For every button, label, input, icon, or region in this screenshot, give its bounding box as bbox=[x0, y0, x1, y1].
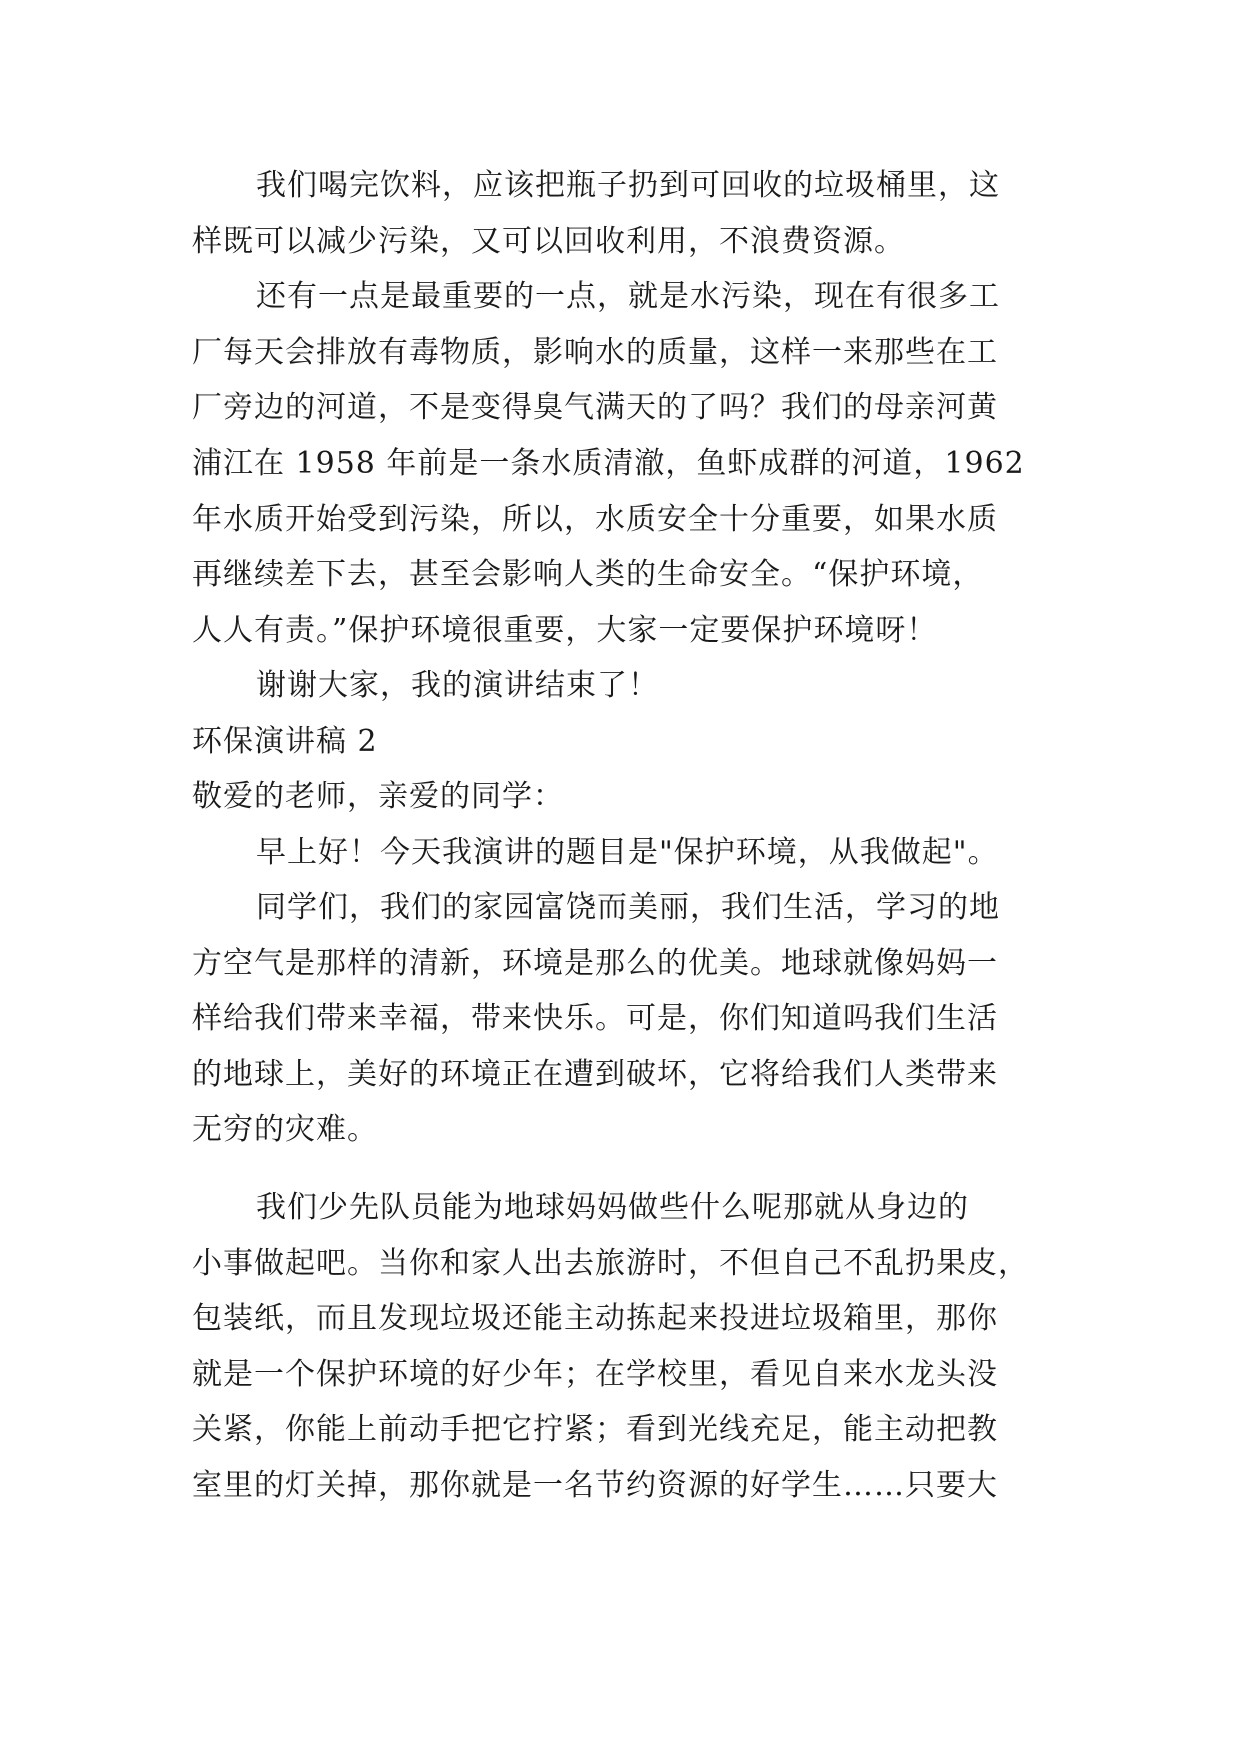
paragraph-3-line-2: 方空气是那样的清新，环境是那么的优美。地球就像妈妈一 bbox=[192, 946, 998, 981]
paragraph-2-line-5: 年水质开始受到污染，所以，水质安全十分重要，如果水质 bbox=[192, 502, 998, 537]
paragraph-4-line-5: 关紧，你能上前动手把它拧紧；看到光线充足，能主动把教 bbox=[192, 1412, 998, 1447]
paragraph-4-line-1: 我们少先队员能为地球妈妈做些什么呢那就从身边的 bbox=[256, 1190, 969, 1225]
paragraph-4-line-4: 就是一个保护环境的好少年；在学校里，看见自来水龙头没 bbox=[192, 1357, 998, 1392]
section-title: 环保演讲稿 2 bbox=[192, 724, 378, 759]
paragraph-4-line-6: 室里的灯关掉，那你就是一名节约资源的好学生……只要大 bbox=[192, 1468, 998, 1503]
paragraph-2-line-7: 人人有责。”保护环境很重要，大家一定要保护环境呀！ bbox=[192, 613, 938, 648]
greeting-line: 早上好！今天我演讲的题目是"保护环境，从我做起"。 bbox=[256, 835, 999, 870]
paragraph-4-line-3: 包装纸，而且发现垃圾还能主动拣起来投进垃圾箱里，那你 bbox=[192, 1301, 998, 1336]
salutation: 敬爱的老师，亲爱的同学： bbox=[192, 779, 564, 814]
paragraph-2-line-1: 还有一点是最重要的一点，就是水污染，现在有很多工 bbox=[256, 279, 1000, 314]
paragraph-2-line-3: 厂旁边的河道，不是变得臭气满天的了吗？我们的母亲河黄 bbox=[192, 390, 998, 425]
paragraph-4-line-2: 小事做起吧。当你和家人出去旅游时，不但自己不乱扔果皮， bbox=[192, 1246, 1029, 1281]
paragraph-2-line-2: 厂每天会排放有毒物质，影响水的质量，这样一来那些在工 bbox=[192, 335, 998, 370]
paragraph-2-line-4: 浦江在 1958 年前是一条水质清澈，鱼虾成群的河道，1962 bbox=[192, 446, 1025, 481]
paragraph-3-line-1: 同学们，我们的家园富饶而美丽，我们生活，学习的地 bbox=[256, 890, 1000, 925]
paragraph-1-line-2: 样既可以减少污染，又可以回收利用，不浪费资源。 bbox=[192, 224, 905, 259]
paragraph-1-line-1: 我们喝完饮料，应该把瓶子扔到可回收的垃圾桶里，这 bbox=[256, 168, 1000, 203]
paragraph-3-line-4: 的地球上，美好的环境正在遭到破坏，它将给我们人类带来 bbox=[192, 1057, 998, 1092]
paragraph-3-line-3: 样给我们带来幸福，带来快乐。可是，你们知道吗我们生活 bbox=[192, 1001, 998, 1036]
paragraph-3-line-5: 无穷的灾难。 bbox=[192, 1112, 378, 1147]
closing-line: 谢谢大家，我的演讲结束了！ bbox=[256, 668, 659, 703]
paragraph-2-line-6: 再继续差下去，甚至会影响人类的生命安全。“保护环境， bbox=[192, 557, 984, 592]
